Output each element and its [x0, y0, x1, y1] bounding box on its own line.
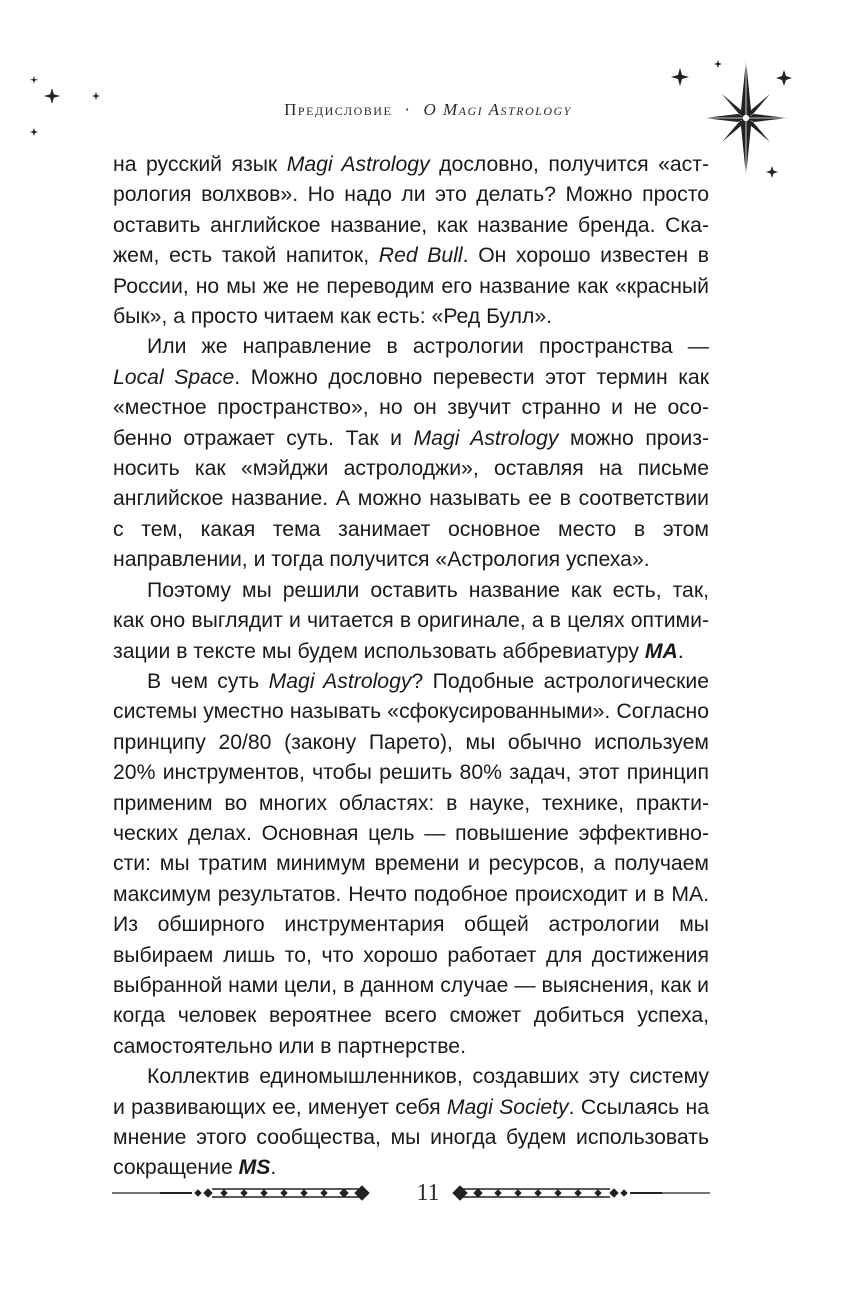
sparkle-icon	[714, 60, 722, 68]
paragraph	[113, 1062, 709, 1184]
text-run: .	[677, 639, 684, 663]
italic-term: Magi Astrology	[286, 153, 430, 176]
paragraph	[113, 576, 709, 667]
paragraph	[113, 332, 709, 575]
text-run: .	[270, 1156, 277, 1180]
emphasis-abbreviation: МА	[644, 639, 678, 663]
header-section: Предисловие	[284, 100, 393, 119]
italic-term: Red Bull	[378, 244, 463, 268]
body-text	[113, 150, 709, 1184]
sparkle-icon	[30, 128, 38, 136]
page-footer	[0, 1176, 856, 1210]
text-run: Коллектив единомышленников, создавших эту систему и развивающих ее, именует себя	[113, 1065, 709, 1119]
text-run: Поэтому мы решили оставить название как есть, так, как оно выглядит и читается в оригинале, а в целях оптимизации в тексте мы будем использовать аббревиатуру	[113, 578, 709, 663]
text-run: на русский язык	[113, 153, 287, 176]
text-run: ? Подобные астрологические системы уместно называть «сфокусированными». Согласно принципу 20/80 (закону Парето), мы обычно используем 20% инструментов, чтобы решить 80% задач, этот принцип применим во многих областях: в науке, технике, практических делах. Основная цель — повышение эффективности: мы тратим минимум времени и ресурсов, а получаем максимум результатов. Нечто подобное происходит и в МА. Из обширного инструментария общей астрологии мы выбираем лишь то, что хорошо работает для достижения выбранной нами цели, в данном случае — выяснения, как и когда человек вероятнее всего сможет добиться успеха, самостоятельно или в партнерстве.	[113, 669, 709, 1058]
italic-term: Magi Society	[446, 1095, 569, 1119]
italic-term: Local Space	[113, 365, 235, 389]
page-number: 11	[416, 1180, 440, 1206]
ornament-right	[448, 1176, 710, 1210]
text-run: дословно, получится «астрология волхвов». Но надо ли это делать? Можно просто оставить английское название, как название бренда. Скажем, есть такой напиток,	[113, 153, 710, 268]
sparkle-icon	[776, 70, 792, 86]
sparkle-icon	[30, 76, 38, 84]
text-run: можно произносить как «мэйджи астролоджи», оставляя на письме английское название. А можно называть ее в соответствии с тем, какая тема занимает основное место в этом направлении, и тогда получится «Астрология успеха».	[113, 426, 709, 572]
header-separator: ·	[404, 100, 412, 119]
text-run: . Он хорошо известен в России, но мы же не переводим его название как «красный бык», а просто читаем как есть: «Ред Булл».	[113, 244, 709, 329]
sparkle-icon	[671, 68, 689, 86]
header-book-title: О Magi Astrology	[423, 100, 572, 119]
sparkle-icon	[92, 92, 100, 100]
text-run: В чем суть	[147, 669, 269, 693]
paragraph	[113, 150, 709, 332]
emphasis-abbreviation: MS	[238, 1156, 271, 1180]
italic-term: Magi Astrology	[413, 426, 559, 450]
italic-term: Magi Astrology	[268, 669, 412, 693]
text-run: . Ссылаясь на мнение этого сообщества, мы иногда будем использовать сокращение	[113, 1095, 709, 1180]
running-header	[0, 100, 856, 120]
sparkle-icon	[766, 166, 778, 178]
paragraph	[113, 667, 709, 1062]
text-run: . Можно дословно перевести этот термин как «местное пространство», но он звучит странно и не особенно отражает суть. Так и	[113, 365, 709, 450]
text-run: Или же направление в астрологии пространства —	[147, 335, 709, 359]
ornament-left	[112, 1176, 374, 1210]
